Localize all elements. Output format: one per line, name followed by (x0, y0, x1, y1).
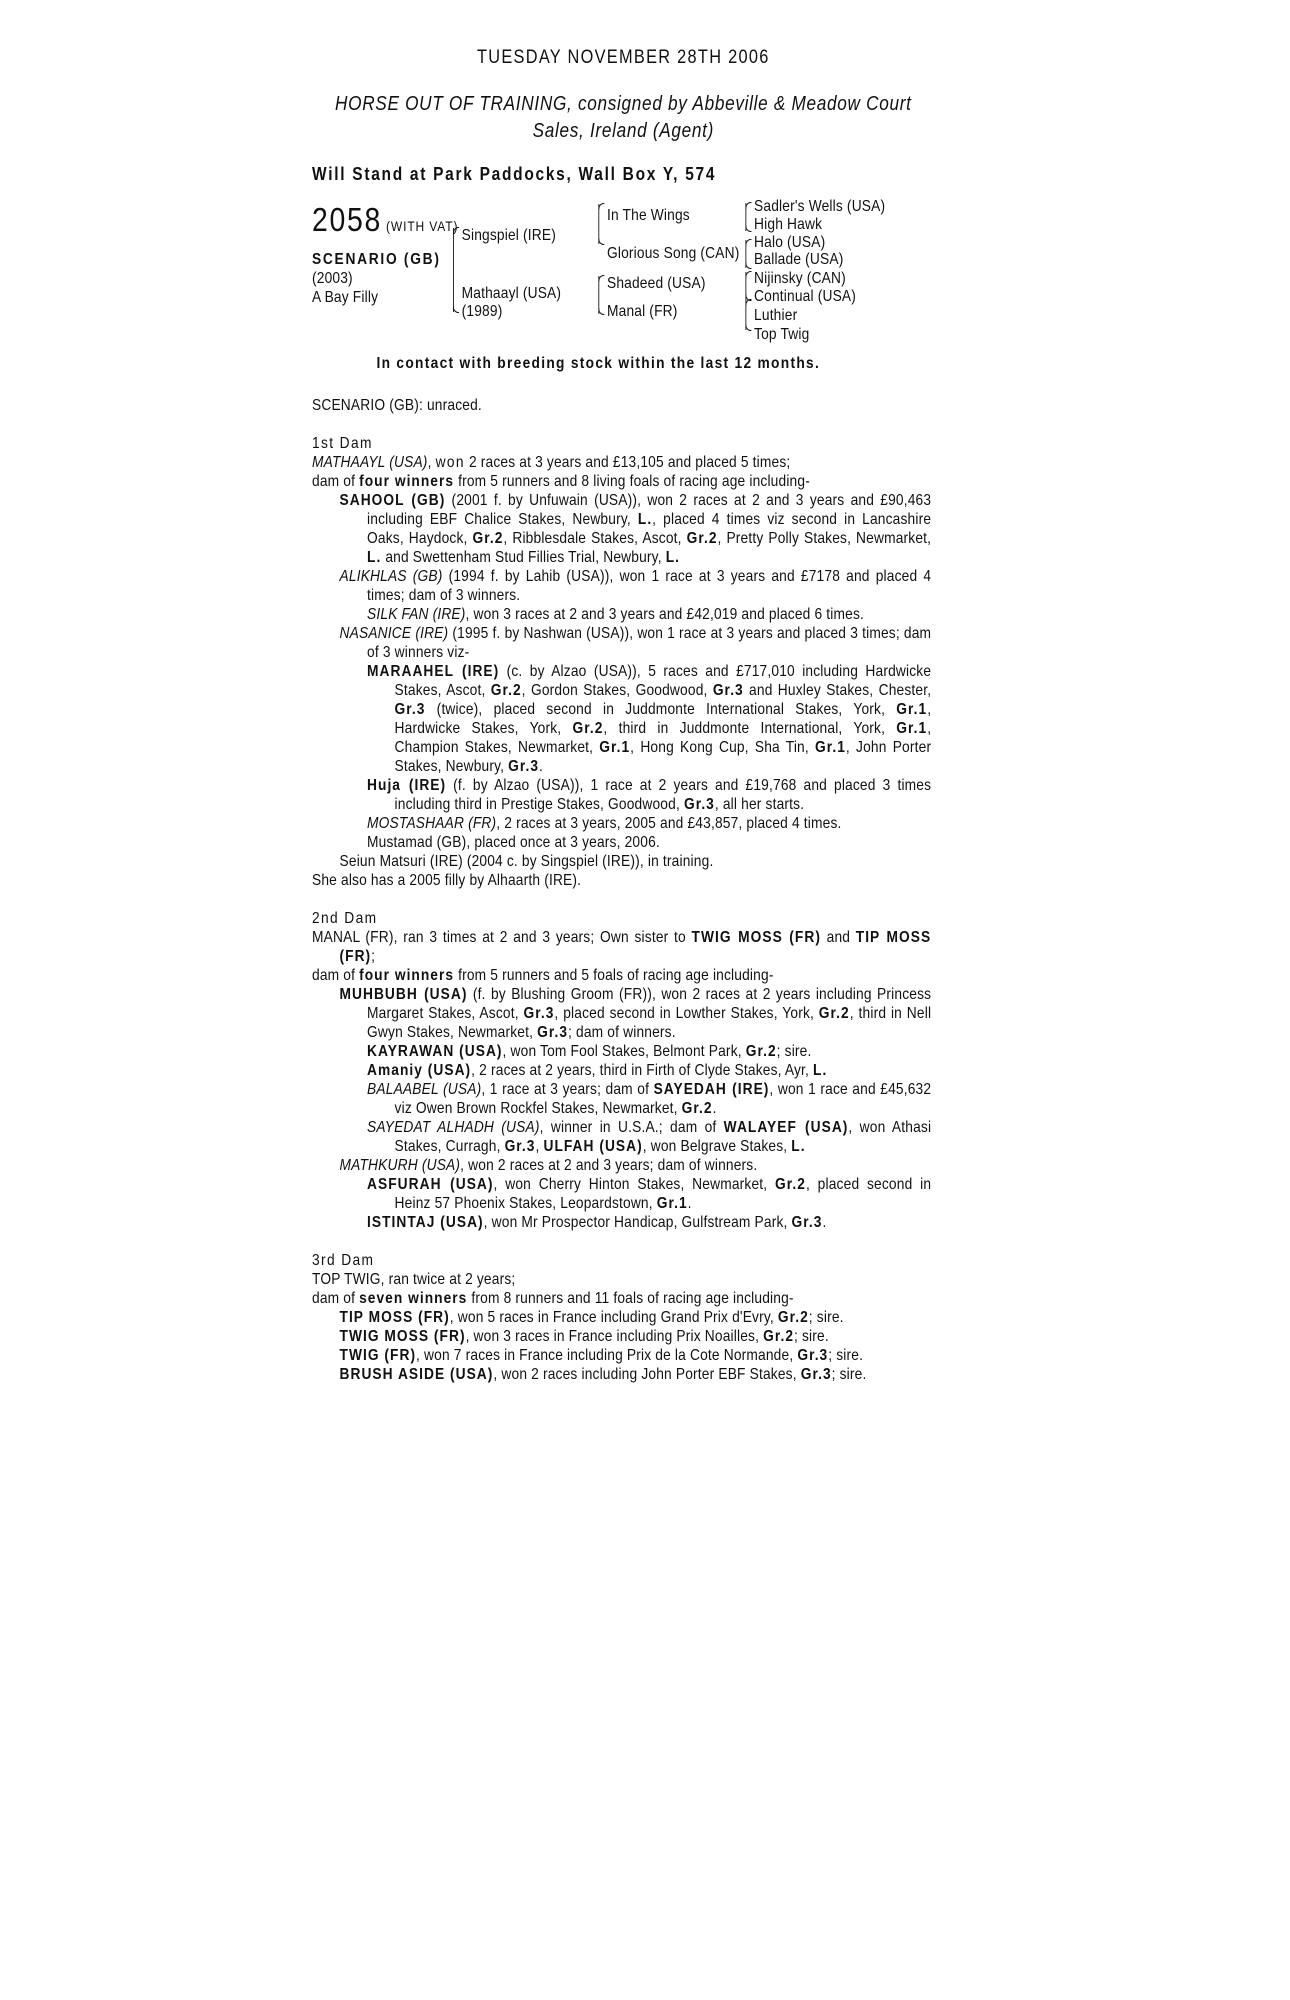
produce-name: MARAAHEL (IRE) (367, 663, 500, 680)
produce-entry: ISTINTAJ (USA), won Mr Prospector Handicap, Gulfstream Park, Gr.3. (367, 1214, 827, 1231)
produce-text: and Swettenham Stud Fillies Trial, Newbury, (385, 549, 662, 566)
dam-sire-sire: Nijinsky (CAN) (754, 270, 846, 287)
breeding-stock-notice: In contact with breeding stock within the last 12 months. (376, 355, 821, 372)
produce-name: MATHKURH (USA) (339, 1157, 461, 1174)
produce-text: (1994 f. by Lahib (USA)), won 1 race at 3 years and £7178 and placed 4 times; dam of 3 winners. (367, 568, 932, 604)
race-grade: Gr.2 (775, 1176, 806, 1193)
third-dam-section (312, 1251, 931, 1384)
produce-text: , won 7 races in France including Prix de la Cote Normande, (416, 1347, 794, 1364)
produce-text: , won 3 races at 2 and 3 years and £42,019 and placed 6 times. (465, 606, 865, 623)
produce-text: (c. by Alzao (USA)), 5 races and £717,010 including Hardwicke Stakes, Ascot, (394, 663, 932, 699)
produce-name: Amaniy (USA) (367, 1062, 472, 1079)
produce-entry (312, 1308, 931, 1327)
pedigree-brace (745, 272, 746, 300)
produce-name: TWIG (FR) (339, 1347, 417, 1364)
produce-name: MUHBUBH (USA) (339, 986, 468, 1003)
race-grade: Gr.2 (818, 1005, 850, 1022)
relative-name: TWIG MOSS (FR) (691, 929, 821, 946)
produce-text: , won Cherry Hinton Stakes, Newmarket, (493, 1176, 768, 1193)
won-word: won (435, 454, 465, 471)
sire: Singspiel (IRE) (461, 227, 556, 244)
produce-name: NASANICE (IRE) (339, 625, 449, 642)
consignor-line-2: Sales, Ireland (Agent) (532, 120, 715, 142)
race-grade: L. (791, 1138, 806, 1155)
first-dam-heading: 1st Dam (312, 435, 373, 452)
produce-entry (312, 567, 931, 605)
race-grade: Gr.2 (681, 1100, 713, 1117)
dam-name: MATHAAYL (USA) (312, 454, 428, 471)
produce-text: (f. by Alzao (USA)), 1 race at 2 years and £19,768 and placed 3 times including third in Prestige Stakes, Goodwood, (394, 777, 932, 813)
produce-note: She also has a 2005 filly by Alhaarth (IRE). (312, 872, 582, 889)
dam-record: and (826, 929, 851, 946)
produce-text: ; sire. (828, 1347, 864, 1364)
pedigree-brace (598, 204, 599, 244)
race-grade: Gr.1 (599, 739, 631, 756)
produce-name: TWIG MOSS (FR) (339, 1328, 466, 1345)
race-grade: Gr.3 (537, 1024, 569, 1041)
produce-text: , 2 races at 3 years, 2005 and £43,857, placed 4 times. (496, 815, 842, 832)
sire-dam: Glorious Song (CAN) (606, 245, 740, 262)
produce-text: , won Tom Fool Stakes, Belmont Park, (502, 1043, 742, 1060)
produce-text: ; sire. (831, 1366, 867, 1383)
race-grade: Gr.2 (572, 720, 604, 737)
dam-sire: Shadeed (USA) (606, 275, 706, 292)
produce-name: ISTINTAJ (USA) (367, 1214, 484, 1231)
race-grade: L. (665, 549, 680, 566)
produce-text: dam of (312, 967, 356, 984)
dam-record: ; (371, 948, 376, 965)
produce-text: ; sire. (808, 1309, 844, 1326)
relative-name: TIP MOSS (FR) (339, 929, 932, 965)
produce-text: , Pretty Polly Stakes, Newmarket, (717, 530, 932, 547)
produce-text: ; sire. (794, 1328, 829, 1345)
race-grade: Gr.3 (791, 1214, 823, 1231)
produce-summary (312, 472, 931, 491)
produce-summary (312, 966, 931, 985)
race-grade: Gr.2 (777, 1309, 809, 1326)
produce-entry: Seiun Matsuri (IRE) (2004 c. by Singspiel (IRE)), in training. (339, 853, 714, 870)
race-grade: Gr.1 (896, 720, 928, 737)
lot-number: 2058 (312, 201, 383, 238)
produce-text: ; dam of winners. (568, 1024, 676, 1041)
produce-text: from 5 runners and 5 foals of racing age including- (458, 967, 774, 984)
produce-name: MOSTASHAAR (FR) (367, 815, 497, 832)
produce-entry: ASFURAH (USA), won Cherry Hinton Stakes, Newmarket, Gr.2, placed second in Heinz 57 Phoenix Stakes, Leopardstown, Gr.1. (367, 1176, 932, 1212)
sire-dam-dam: Ballade (USA) (754, 251, 844, 268)
produce-text: , won Mr Prospector Handicap, Gulfstream Park, (483, 1214, 788, 1231)
second-dam-section (312, 909, 931, 1232)
race-grade: Gr.3 (683, 796, 715, 813)
horse-colour: A Bay Filly (312, 289, 379, 306)
produce-entry (312, 605, 931, 624)
race-grade: Gr.2 (490, 682, 522, 699)
produce-text: dam of (312, 473, 356, 490)
race-grade: Gr.3 (504, 1138, 536, 1155)
produce-entry (312, 624, 931, 662)
dam-dam: Manal (FR) (606, 303, 678, 320)
race-grade: L. (813, 1062, 828, 1079)
stand-location: Will Stand at Park Paddocks, Wall Box Y, 574 (312, 164, 717, 184)
race-grade: Gr.3 (523, 1005, 555, 1022)
relative-name: SAYEDAH (IRE) (653, 1081, 770, 1098)
pedigree-table (312, 198, 1017, 374)
produce-text: from 5 runners and 8 living foals of racing age including- (458, 473, 810, 490)
first-dam-section (312, 434, 931, 890)
race-grade: Gr.2 (686, 530, 718, 547)
relative-name: WALAYEF (USA) (723, 1119, 849, 1136)
produce-text: , third in Nell Gwyn Stakes, Newmarket, (367, 1005, 932, 1041)
first-dam-line: MATHAAYL (USA), won 2 races at 3 years and £13,105 and placed 5 times; (312, 454, 791, 471)
produce-text: , third in Juddmonte International, York, (603, 720, 886, 737)
produce-name: BRUSH ASIDE (USA) (339, 1366, 494, 1383)
produce-text: (f. by Blushing Groom (FR)), won 2 races at 2 years including Princess Margaret Stakes, Ascot, (367, 986, 932, 1022)
produce-text: , Hardwicke Stakes, York, (394, 701, 932, 737)
race-grade: Gr.3 (800, 1366, 832, 1383)
race-grade: Gr.1 (815, 739, 846, 756)
produce-entry: BALAABEL (USA), 1 race at 3 years; dam of SAYEDAH (IRE), won 1 race and £45,632 viz Owen Brown Rockfel Stakes, Newmarket, Gr.2. (367, 1081, 932, 1117)
winners-count: four winners (359, 967, 455, 984)
produce-text: , won 2 races including John Porter EBF Stakes, (493, 1366, 797, 1383)
sale-date: TUESDAY NOVEMBER 28TH 2006 (476, 47, 770, 68)
race-grade: Gr.3 (712, 682, 744, 699)
produce-entry: Mustamad (GB), placed once at 3 years, 2006. (367, 834, 660, 851)
produce-text: , won 5 races in France including Grand Prix d'Evry, (449, 1309, 774, 1326)
race-grade: L. (367, 549, 382, 566)
produce-name: ALIKHLAS (GB) (339, 568, 443, 585)
produce-text: , won Athasi Stakes, Curragh, (394, 1119, 932, 1155)
sire-sire-dam: High Hawk (754, 216, 823, 233)
winners-count: seven winners (359, 1290, 468, 1307)
produce-name: SAHOOL (GB) (339, 492, 446, 509)
catalogue-page (312, 48, 931, 1384)
lot-number-block (312, 202, 458, 238)
produce-name: KAYRAWAN (USA) (367, 1043, 503, 1060)
produce-text: , 2 races at 2 years, third in Firth of Clyde Stakes, Ayr, (471, 1062, 809, 1079)
pedigree-brace (745, 240, 746, 268)
produce-entry (312, 491, 931, 567)
produce-summary (312, 1289, 931, 1308)
horse-name: SCENARIO (GB) (312, 251, 441, 268)
produce-name: TIP MOSS (FR) (339, 1309, 450, 1326)
race-grade: Gr.3 (797, 1347, 829, 1364)
produce-text: (twice), placed second in Juddmonte International Stakes, York, (436, 701, 886, 718)
produce-entry (312, 1042, 931, 1061)
race-grade: L. (637, 511, 653, 528)
produce-text: , placed second in Lowther Stakes, York, (554, 1005, 814, 1022)
dam: Mathaayl (USA) (461, 285, 562, 302)
second-dam-heading: 2nd Dam (312, 910, 378, 927)
produce-text: , Ribblesdale Stakes, Ascot, (503, 530, 682, 547)
third-dam-line: TOP TWIG, ran twice at 2 years; (312, 1271, 516, 1288)
race-grade: Gr.1 (656, 1195, 688, 1212)
produce-text: ; sire. (776, 1043, 812, 1060)
race-grade: Gr.2 (763, 1328, 795, 1345)
produce-entry (312, 1327, 931, 1346)
third-dam-heading: 3rd Dam (312, 1252, 375, 1269)
dam-sire-dam: Continual (USA) (754, 288, 857, 305)
produce-text: , Gordon Stakes, Goodwood, (521, 682, 708, 699)
sire-sire: In The Wings (606, 207, 690, 224)
produce-text: , placed second in Heinz 57 Phoenix Stakes, Leopardstown, (394, 1176, 932, 1212)
second-dam-line (312, 928, 931, 966)
produce-entry (312, 814, 931, 833)
produce-text: from 8 runners and 11 foals of racing age including- (471, 1290, 794, 1307)
produce-text: , won 2 races at 2 and 3 years; dam of winners. (460, 1157, 758, 1174)
produce-text: , 1 race at 3 years; dam of (481, 1081, 650, 1098)
race-grade: Gr.3 (508, 758, 540, 775)
pedigree-brace (745, 203, 746, 231)
pedigree-brace (598, 276, 599, 314)
pedigree-brace (453, 228, 454, 312)
produce-entry (312, 1365, 931, 1384)
produce-name: ASFURAH (USA) (367, 1176, 494, 1193)
produce-text: , all her starts. (714, 796, 805, 813)
race-grade: Gr.2 (472, 530, 504, 547)
produce-entry: MARAAHEL (IRE) (c. by Alzao (USA)), 5 races and £717,010 including Hardwicke Stakes, Ascot, Gr.2, Gordon Stakes, Goodwood, Gr.3 and Huxley Stakes, Chester, Gr.3 (twice), placed second in Juddmonte International Stakes, York, Gr.1, Hardwicke Stakes, York, Gr.2, third in Juddmonte International, York, Gr.1, Champion Stakes, Newmarket, Gr.1, Hong Kong Cup, Sha Tin, Gr.1, John Porter Stakes, Newbury, Gr.3. (367, 663, 932, 775)
produce-text: , John Porter Stakes, Newbury, (394, 739, 932, 775)
race-grade: Gr.2 (745, 1043, 777, 1060)
relative-name: ULFAH (USA) (543, 1138, 643, 1155)
produce-text: , won Belgrave Stakes, (642, 1138, 788, 1155)
produce-text: dam of (312, 1290, 356, 1307)
produce-name: Huja (IRE) (367, 777, 447, 794)
dam-record: 2 races at 3 years and £13,105 and placed 5 times; (468, 454, 791, 471)
race-grade: Gr.3 (394, 701, 426, 718)
produce-text: , Hong Kong Cup, Sha Tin, (630, 739, 809, 756)
produce-text: , won 1 race and £45,632 viz Owen Brown Rockfel Stakes, Newmarket, (394, 1081, 932, 1117)
produce-text: and Huxley Stakes, Chester, (749, 682, 932, 699)
winners-count: four winners (359, 473, 455, 490)
consignor-line-1: HORSE OUT OF TRAINING, consigned by Abbeville & Meadow Court (335, 93, 912, 115)
vat-note: (WITH VAT) (386, 218, 459, 234)
produce-text: (1995 f. by Nashwan (USA)), won 1 race at 3 years and placed 3 times; dam of 3 winners viz- (367, 625, 932, 661)
pedigree-brace (745, 300, 746, 330)
produce-text: , Champion Stakes, Newmarket, (394, 720, 932, 756)
sire-sire-sire: Sadler's Wells (USA) (754, 198, 886, 215)
dam-year: (1989) (461, 303, 503, 320)
produce-name: SILK FAN (IRE) (367, 606, 466, 623)
sire-dam-sire: Halo (USA) (754, 234, 826, 251)
race-grade: Gr.1 (896, 701, 928, 718)
produce-text: , winner in U.S.A.; dam of (539, 1119, 717, 1136)
dam-dam-dam: Top Twig (754, 326, 810, 343)
produce-text: (2001 f. by Unfuwain (USA)), won 2 races at 2 and 3 years and £90,463 including EBF Chalice Stakes, Newbury, (367, 492, 932, 528)
produce-text: , won 3 races in France including Prix Noailles, (465, 1328, 760, 1345)
produce-entry (312, 985, 931, 1042)
race-summary: SCENARIO (GB): unraced. (312, 397, 482, 414)
produce-entry (312, 1156, 931, 1175)
produce-entry (312, 1346, 931, 1365)
produce-entry: SAYEDAT ALHADH (USA), winner in U.S.A.; dam of WALAYEF (USA), won Athasi Stakes, Curragh, Gr.3, ULFAH (USA), won Belgrave Stakes, L. (367, 1119, 932, 1155)
produce-text: , placed 4 times viz second in Lancashire Oaks, Haydock, (367, 511, 932, 547)
produce-entry (312, 776, 931, 814)
consignor-line (271, 91, 976, 145)
dam-record: MANAL (FR), ran 3 times at 2 and 3 years; Own sister to (312, 929, 686, 946)
produce-entry (312, 1061, 931, 1080)
dam-dam-sire: Luthier (754, 307, 798, 324)
produce-name: SAYEDAT ALHADH (USA) (367, 1119, 540, 1136)
horse-year: (2003) (312, 270, 353, 287)
produce-name: BALAABEL (USA) (367, 1081, 482, 1098)
